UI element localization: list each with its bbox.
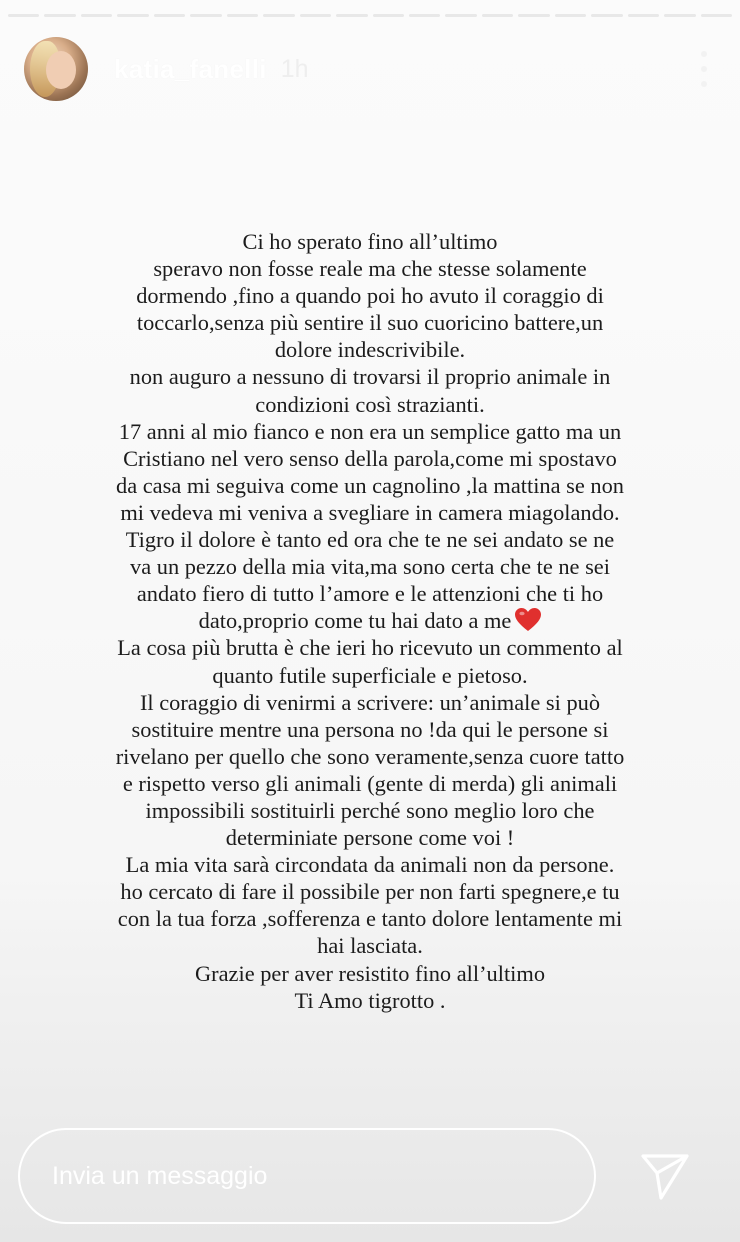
story-text-line: rivelano per quello che sono veramente,senza cuore tatto	[115, 743, 625, 769]
progress-segment	[81, 14, 112, 17]
story-text-line: dato,proprio come tu hai dato a me	[198, 608, 512, 634]
story-text-line: La mia vita sarà circondata da animali non da persone.	[125, 852, 615, 878]
progress-segment	[628, 14, 659, 17]
progress-segment	[8, 14, 39, 17]
more-options-button[interactable]	[692, 49, 716, 89]
story-text-line: da casa mi seguiva come un cagnolino ,la mattina se non	[116, 472, 624, 498]
story-text-line: speravo non fosse reale ma che stesse solamente	[153, 256, 587, 282]
story-text-line: dormendo ,fino a quando poi ho avuto il coraggio di	[136, 283, 604, 309]
story-text-line: va un pezzo della mia vita,ma sono certa che te ne sei	[130, 554, 610, 580]
progress-segment	[664, 14, 695, 17]
progress-segment	[591, 14, 622, 17]
story-text-line: Grazie per aver resistito fino all’ultimo	[194, 960, 546, 986]
progress-segment	[263, 14, 294, 17]
story-text-line: e rispetto verso gli animali (gente di merda) gli animali	[122, 770, 618, 796]
story-text-line: non auguro a nessuno di trovarsi il proprio animale in	[129, 364, 611, 390]
story-text-line: 17 anni al mio fianco e non era un semplice gatto ma un	[118, 418, 622, 444]
progress-segment	[409, 14, 440, 17]
story-text-line: ho cercato di fare il possibile per non farti spegnere,e tu	[120, 879, 620, 905]
story-text-line: Ci ho sperato fino all’ultimo	[242, 229, 498, 254]
story-text-block	[56, 228, 684, 1014]
story-text-line: Il coraggio di venirmi a scrivere: un’animale si può	[139, 689, 601, 715]
story-text-line: mi vedeva mi veniva a svegliare in camera miagolando.	[120, 499, 620, 525]
story-text-line: quanto futile superficiale e pietoso.	[212, 662, 528, 688]
progress-segment	[44, 14, 75, 17]
story-progress-bar	[8, 14, 732, 18]
story-text-line: La cosa più brutta è che ieri ho ricevuto un commento al	[117, 635, 623, 661]
progress-segment	[701, 14, 732, 17]
story-text-line: Ti Amo tigrotto .	[294, 987, 446, 1013]
send-icon[interactable]	[640, 1152, 690, 1200]
progress-segment	[227, 14, 258, 17]
username[interactable]: katia_fanelli	[114, 53, 267, 84]
story-text-line: hai lasciata.	[317, 933, 423, 959]
progress-segment	[154, 14, 185, 17]
story-text-line: Tigro il dolore è tanto ed ora che te ne sei andato se ne	[125, 527, 615, 553]
avatar[interactable]	[24, 37, 88, 101]
story-text-line: sostituire mentre una persona no !da qui le persone si	[131, 716, 609, 742]
progress-segment	[373, 14, 404, 17]
progress-segment	[555, 14, 586, 17]
story-text-line: toccarlo,senza più sentire il suo cuoricino battere,un	[136, 310, 604, 336]
message-input-container[interactable]	[18, 1128, 596, 1224]
story-timestamp: 1h	[280, 54, 309, 83]
heart-emoji-icon	[515, 608, 541, 632]
story-text-line: dolore indescrivibile.	[274, 337, 466, 363]
progress-segment	[300, 14, 331, 17]
progress-segment	[117, 14, 148, 17]
story-text-line: determiniate persone come voi !	[225, 825, 515, 851]
progress-segment	[336, 14, 367, 17]
story-text-line: con la tua forza ,sofferenza e tanto dolore lentamente mi	[117, 906, 623, 932]
progress-segment	[445, 14, 476, 17]
story-text-line: andato fiero di tutto l’amore e le attenzioni che ti ho	[136, 581, 604, 607]
more-options-icon	[701, 51, 707, 57]
story-text-line-with-heart	[56, 607, 684, 634]
story-text-line: Cristiano nel vero senso della parola,come mi spostavo	[123, 445, 617, 471]
story-header	[24, 36, 716, 102]
progress-segment	[482, 14, 513, 17]
progress-segment	[190, 14, 221, 17]
progress-segment	[518, 14, 549, 17]
message-input[interactable]	[50, 1161, 594, 1192]
story-text-line: condizioni così strazianti.	[255, 391, 485, 417]
story-text-line: impossibili sostituirli perché sono meglio loro che	[145, 797, 595, 823]
